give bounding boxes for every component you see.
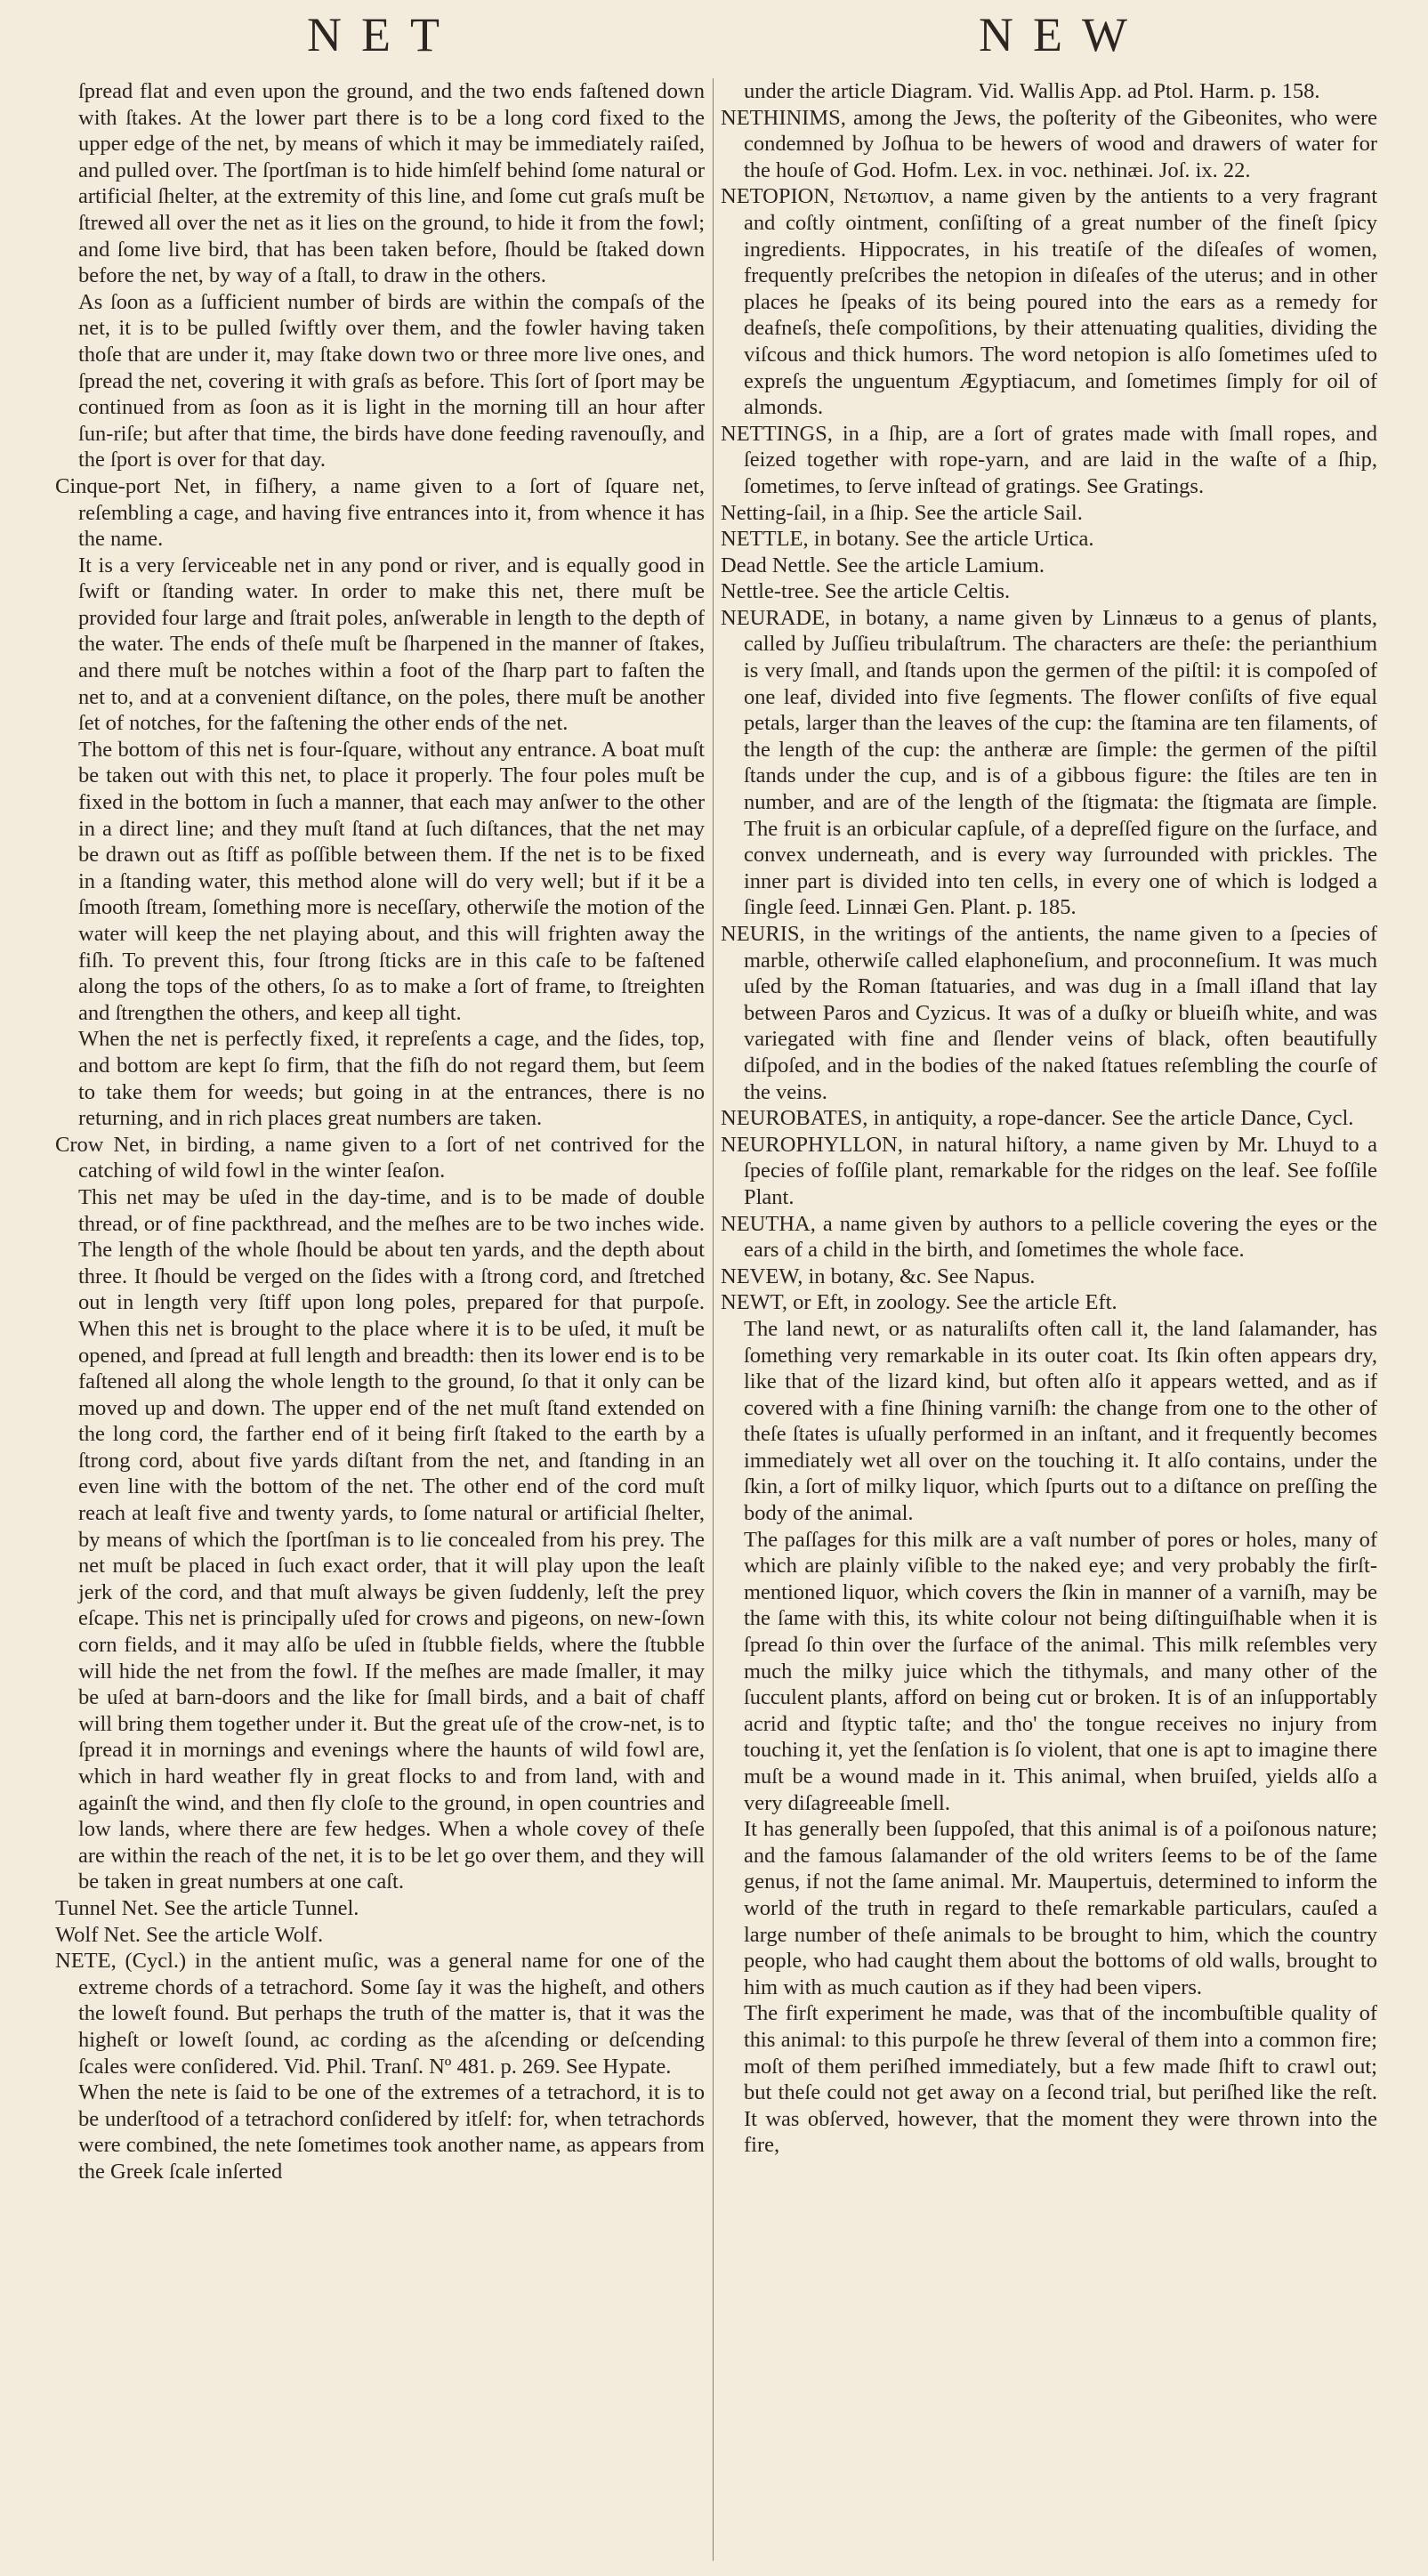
article-paragraph: The bottom of this net is four-ſquare, without any entrance. A boat muſt be taken out with this net, to place it properly. The four poles muſt be fixed in the bottom in ſuch a manner, that each may anſwer to the other in a direct line; and they muſt ſtand at ſuch diſtances, that the net may be drawn out as ſtiff as poſſible between them. If the net is to be fixed in a ſtanding water, this method alone will do very well; but if it be a ſmooth ſtream, ſomething more is neceſſary, otherwiſe the motion of the water will keep the net playing about, and this will frighten away the fiſh. To prevent this, four ſtrong ſticks are in this caſe to be faſtened along the tops of the others, ſo as to make a ſort of frame, to ſtreighten and ſtrengthen the others, and keep all tight. <box>78 737 705 1025</box>
article-paragraph: The land newt, or as naturaliſts often call it, the land ſalamander, has ſomething very remarkable in its outer coat. Its ſkin often appears dry, like that of the lizard kind, but often alſo it appears wetted, and as if covered with a fine ſhining varniſh: the change from one to the other of theſe ſtates is uſually performed in an inſtant, and it frequently becomes immediately wet all over on the touching it. It alſo contains, under the ſkin, a ſort of milky liquor, which ſpurts out to a diſtance on preſſing the body of the animal. <box>744 1316 1377 1526</box>
article-paragraph: When the nete is ſaid to be one of the extremes of a tetrachord, it is to be underſtood of a tetrachord conſidered by itſelf: for, when tetrachords were combined, the nete ſometimes took another name, as appears from the Greek ſcale inſerted <box>78 2080 705 2184</box>
article-entry: NEUTHA, a name given by authors to a pellicle covering the eyes or the ears of a child in the birth, and ſometimes the whole face. <box>721 1211 1377 1263</box>
column-rule <box>713 78 714 2561</box>
article-paragraph: It is a very ſerviceable net in any pond or river, and is equally good in ſwift or ſtanding water. In order to make this net, there muſt be provided four large and ſtrait poles, anſwerable in length to the depth of the water. The ends of theſe muſt be ſharpened in the manner of ſtakes, and there muſt be notches within a foot of the ſharp part to faſten the net to, and at a convenient diſtance, on the poles, there muſt be another ſet of notches, for the faſtening the other ends of the net. <box>78 553 705 736</box>
left-column <box>55 78 705 2561</box>
article-entry: NETOPION, Νετωπιον, a name given by the antients to a very fragrant and coſtly ointment, conſiſting of a great number of the fineſt ſpicy ingredients. Hippocrates, in his treatiſe of the diſeaſes of women, frequently preſcribes the netopion in diſeaſes of the uterus; and in other places he ſpeaks of its being poured into the ears as a remedy for deafneſs, theſe compoſitions, by their attenuating qualities, dividing the viſcous and thick humors. The word netopion is alſo ſometimes uſed to expreſs the unguentum Ægyptiacum, and ſometimes ſimply for oil of almonds. <box>721 184 1377 420</box>
article-entry: NEURADE, in botany, a name given by Linnæus to a genus of plants, called by Juſſieu tribulaſtrum. The characters are theſe: the perianthium is very ſmall, and ſtands upon the germen of the piſtil: it is compoſed of one leaf, divided into five ſegments. The flower conſiſts of five equal petals, larger than the leaves of the cup: the ſtamina are ten filaments, of the length of the cup: the antheræ are ſimple: the germen of the piſtil ſtands under the cup, and is of a gibbous figure: the ſtiles are ten in number, and are of the length of the ſtigmata: the ſtigmata are ſimple. The fruit is an orbicular capſule, of a depreſſed figure on the ſurface, and convex underneath, and is every way ſurrounded with prickles. The inner part is divided into ten cells, in every one of which is lodged a ſingle ſeed. Linnæi Gen. Plant. p. 185. <box>721 605 1377 920</box>
article-entry: NETHINIMS, among the Jews, the poſterity of the Gibeonites, who were condemned by Joſhua to be hewers of wood and drawers of water for the houſe of God. Hofm. Lex. in voc. nethinæi. Joſ. ix. 22. <box>721 105 1377 182</box>
article-entry: NEWT, or Eft, in zoology. See the article Eft. <box>721 1290 1117 1315</box>
article-paragraph: The firſt experiment he made, was that of the incombuſtible quality of this animal: to this purpoſe he threw ſeveral of them into a common fire; moſt of them periſhed immediately, but a few made ſhift to crawl out; but theſe could not get away on a ſecond trial, but periſhed like the reſt. It was obſerved, however, that the moment they were thrown into the fire, <box>744 2001 1377 2158</box>
article-entry: Tunnel Net. See the article Tunnel. <box>55 1895 359 1920</box>
article-paragraph: The paſſages for this milk are a vaſt number of pores or holes, many of which are plainly viſible to the naked eye; and very probably the firſt-mentioned liquor, which covers the ſkin in manner of a varniſh, may be the ſame with this, its white colour not being diſtinguiſhable when it is ſpread ſo thin over the ſurface of the animal. This milk reſembles very much the milky juice which the tithymals, and many other of the ſucculent plants, afford on being cut or broken. It is of an inſupportably acrid and ſtyptic taſte; and tho' the tongue receives no injury from touching it, yet the ſenſation is ſo violent, that one is apt to imagine there muſt be a wound made in it. This animal, when bruiſed, yields alſo a very diſagreeable ſmell. <box>744 1527 1377 1815</box>
article-entry: NETTINGS, in a ſhip, are a ſort of grates made with ſmall ropes, and ſeized together with rope-yarn, and are laid in the waſte of a ſhip, ſometimes, to ſerve inſtead of gratings. See Gratings. <box>721 421 1377 498</box>
article-paragraph: ſpread flat and even upon the ground, and the two ends faſtened down with ſtakes. At the lower part there is to be a long cord fixed to the upper edge of the net, by means of which it may be immediately raiſed, and pulled over. The ſportſman is to hide himſelf behind ſome natural or artificial ſhelter, at the extremity of this line, and ſome cut graſs muſt be ſtrewed all over the net as it lies on the ground, to hide it from the fowl; and ſome live bird, that has been taken before, ſhould be ſtaked down before the net, by way of a ſtall, to draw in the others. <box>78 79 705 288</box>
running-head <box>0 7 1428 69</box>
article-entry: Netting-ſail, in a ſhip. See the article Sail. <box>721 500 1083 525</box>
article-entry: NEVEW, in botany, &c. See Napus. <box>721 1264 1036 1288</box>
article-entry: Crow Net, in birding, a name given to a ſort of net contrived for the catching of wild fowl in the winter ſeaſon. <box>55 1132 705 1183</box>
article-paragraph: It has generally been ſuppoſed, that this animal is of a poiſonous nature; and the famous ſalamander of the old writers ſeems to be of the ſame genus, if not the ſame animal. Mr. Maupertuis, determined to inform the world of the truth in regard to theſe remarkable particulars, cauſed a large number of theſe animals to be brought to him, which the country people, who had caught them about the bottoms of old walls, brought to him with as much caution as if they had been vipers. <box>744 1817 1377 1999</box>
article-entry: NETTLE, in botany. See the article Urtica. <box>721 527 1094 552</box>
article-entry: Nettle-tree. See the article Celtis. <box>721 579 1011 604</box>
article-paragraph: under the article Diagram. Vid. Wallis App. ad Ptol. Harm. p. 158. <box>744 79 1320 103</box>
article-paragraph: This net may be uſed in the day-time, and is to be made of double thread, or of fine packthread, and the meſhes are to be two inches wide. The length of the whole ſhould be about ten yards, and the depth about three. It ſhould be verged on the ſides with a ſtrong cord, and ſtretched out in length very ſtiff upon long poles, prepared for that purpoſe. When this net is brought to the place where it is to be uſed, it muſt be opened, and ſpread at full length and breadth: then its lower end is to be faſtened all along the whole length to the ground, ſo that it only can be moved up and down. The upper end of the net muſt ſtand extended on the long cord, the farther end of it being firſt ſtaked to the earth by a ſtrong cord, about five yards diſtant from the net, and ſtanding in an even line with the bottom of the net. The other end of the cord muſt reach at leaſt five and twenty yards, to ſome natural or artificial ſhelter, by means of which the ſportſman is to lie concealed from his prey. The net muſt be placed in ſuch exact order, that it will play upon the leaſt jerk of the cord, and that muſt always be given ſuddenly, leſt the prey eſcape. This net is principally uſed for crows and pigeons, on new-ſown corn fields, and it may alſo be uſed in ſtubble fields, where the ſtubble will hide the net from the fowl. If the meſhes are made ſmaller, it may be uſed at barn-doors and the like for ſmall birds, and a bait of chaff will bring them together under it. But the great uſe of the crow-net, is to ſpread it in mornings and evenings where the haunts of wild fowl are, which in hard weather fly in great flocks to and from land, with and againſt the wind, and then fly cloſe to the ground, in open countries and low lands, where there are few hedges. When a whole covey of theſe are within the reach of the net, it is to be let go over them, and they will be taken in great numbers at one caſt. <box>78 1184 705 1894</box>
article-entry: Wolf Net. See the article Wolf. <box>55 1922 324 1947</box>
article-entry: Cinque-port Net, in fiſhery, a name given to a ſort of ſquare net, reſembling a cage, and having five entrances into it, from whence it has the name. <box>55 473 705 552</box>
article-entry: Dead Nettle. See the article Lamium. <box>721 553 1045 577</box>
article-entry: NETE, (Cycl.) in the antient muſic, was a general name for one of the extreme chords of a tetrachord. Some ſay it was the higheſt, and others the loweſt found. But perhaps the truth of the matter is, that it was the higheſt or loweſt ſound, ac cording as the aſcending or deſcending ſcales were conſidered. Vid. Phil. Tranſ. Nº 481. p. 269. See Hypate. <box>55 1949 705 2079</box>
article-paragraph: As ſoon as a ſufficient number of birds are within the compaſs of the net, it is to be pulled ſwiftly over them, and the fowler having taken thoſe that are under it, may ſtake down two or three more live ones, and ſpread the net, covering it with graſs as before. This ſort of ſport may be continued from as ſoon as it is light in the morning till an hour after ſun-riſe; but after that time, the birds have done feeding ravenouſly, and the ſport is over for that day. <box>78 289 705 472</box>
article-entry: NEUROBATES, in antiquity, a rope-dancer. See the article Dance, Cycl. <box>721 1106 1354 1131</box>
running-head-left: NET <box>307 8 459 61</box>
right-column <box>721 78 1377 2561</box>
article-paragraph: When the net is perfectly fixed, it repreſents a cage, and the ſides, top, and bottom are kept ſo firm, that the fiſh do not regard them, but ſeem to take them for weeds; but going in at the entrances, there is no returning, and in rich places great numbers are taken. <box>78 1027 705 1131</box>
article-entry: NEURIS, in the writings of the antients, the name given to a ſpecies of marble, otherwiſe called elaphoneſium, and proconneſium. It was much uſed by the Roman ſtatuaries, and was dug in a ſmall iſland that lay between Paros and Cyzicus. It was of a duſky or blueiſh white, and was variegated with fine and ſlender veins of black, often beautifully diſpoſed, and in the bodies of the naked ſtatues reſembling the courſe of the veins. <box>721 922 1377 1104</box>
article-entry: NEUROPHYLLON, in natural hiſtory, a name given by Mr. Lhuyd to a ſpecies of foſſile plant, remarkable for the ridges on the leaf. See foſſile Plant. <box>721 1132 1377 1209</box>
running-head-right: NEW <box>979 8 1147 61</box>
